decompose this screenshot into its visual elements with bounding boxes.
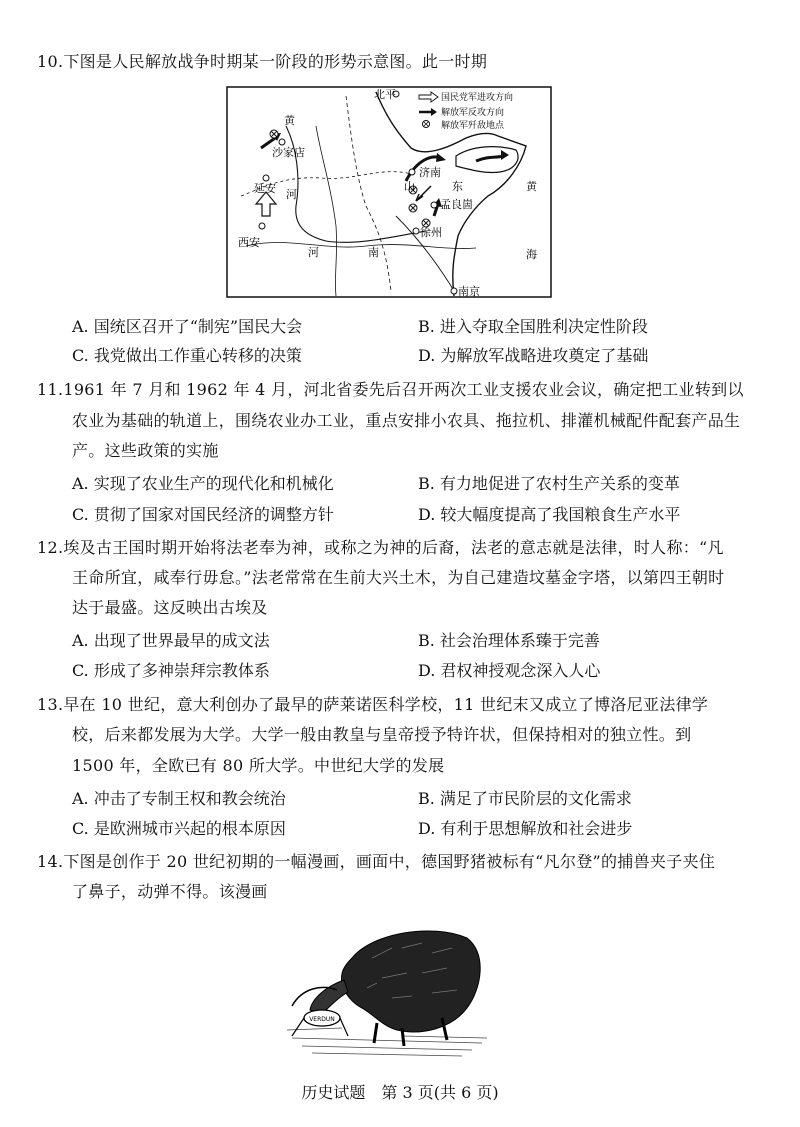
q11-option-b: B. 有力地促进了农村生产关系的变革 [418,474,680,493]
q10-option-d: D. 为解放军战略进攻奠定了基础 [418,346,649,365]
q11-stem-line-2: 农业为基础的轨道上，围绕农业办工业，重点安排小农具、拖拉机、排灌机械配件配套产品生 [72,411,741,430]
q13-stem-line-3: 1500 年，全欧已有 80 所大学。中世纪大学的发展 [72,756,445,775]
label-huang-2: 黄 [526,180,537,193]
war-situation-map [226,86,552,298]
city-dot-menglianggu [431,202,437,208]
q12-option-b: B. 社会治理体系臻于完善 [418,631,600,650]
q12-option-a: A. 出现了世界最早的成文法 [72,631,270,650]
q13-option-a: A. 冲击了专制王权和教会统治 [72,789,286,808]
q12-option-c: C. 形成了多神崇拜宗教体系 [72,661,270,680]
q14-stem-line-2: 了鼻子，动弹不得。该漫画 [72,882,268,901]
trap-label: VERDUN [309,1016,335,1023]
page-footer: 历史试题 第 3 页(共 6 页) [301,1083,499,1102]
q11-option-d: D. 较大幅度提高了我国粮食生产水平 [418,505,681,524]
city-dot-xian [259,223,265,229]
label-xuzhou: 徐州 [420,226,442,239]
label-beiping: 北平 [374,88,396,101]
city-dot-yanan [263,175,269,181]
legend-item-1: 国民党军进攻方向 [441,93,514,103]
label-shajiadian: 沙家店 [272,146,305,159]
city-dot-jinan [409,169,415,175]
q10-stem-line-1: 10.下图是人民解放战争时期某一阶段的形势示意图。此一时期 [37,52,488,71]
q10-option-b: B. 进入夺取全国胜利决定性阶段 [418,317,648,336]
q13-option-b: B. 满足了市民阶层的文化需求 [418,789,632,808]
city-dot-shajiadian [279,139,285,145]
battle-marker-4 [270,130,278,138]
city-dot-xuzhou [413,228,419,234]
q10-option-a: A. 国统区召开了“制宪”国民大会 [72,317,303,336]
q11-stem-line-1: 11.1961 年 7 月和 1962 年 4 月，河北省委先后召开两次工业支援农业会议，确定把工业转到以 [37,380,744,399]
battle-marker-2 [409,204,417,212]
q12-stem-line-1: 12.埃及古王国时期开始将法老奉为神，或称之为神的后裔，法老的意志就是法律，时人称：“凡 [37,538,724,557]
label-menglianggu: 孟良崮 [440,198,473,211]
q11-stem-line-3: 产。这些政策的实施 [72,441,219,460]
label-he-1: 河 [286,188,297,201]
q13-option-d: D. 有利于思想解放和社会进步 [418,819,633,838]
q11-option-a: A. 实现了农业生产的现代化和机械化 [72,474,334,493]
label-nanjing: 南京 [458,285,480,298]
label-dong: 东 [452,180,463,193]
boar-trap-cartoon [282,918,492,1058]
label-xian: 西安 [238,236,260,249]
city-dot-nanjing [451,288,457,294]
q10-option-c: C. 我党做出工作重心转移的决策 [72,346,302,365]
legend-item-2: 解放军反攻方向 [441,108,505,118]
label-hai: 海 [526,248,537,261]
q14-stem-line-1: 14.下图是创作于 20 世纪初期的一幅漫画，画面中，德国野猪被标有“凡尔登”的捕兽夹子夹住 [37,852,716,871]
map-legend [416,88,550,131]
q11-option-c: C. 贯彻了国家对国民经济的调整方针 [72,505,334,524]
label-nan: 南 [368,246,379,259]
q13-stem-line-2: 校，后来都发展为大学。大学一般由教皇与皇帝授予特许状，但保持相对的独立性。到 [72,725,692,744]
q12-stem-line-3: 达于最盛。这反映出古埃及 [72,598,268,617]
legend-item-3: 解放军歼敌地点 [441,121,505,131]
map-svg [226,86,552,298]
q13-stem-line-1: 13.早在 10 世纪，意大利创办了最早的萨莱诺医科学校，11 世纪末又成立了博洛尼亚法律学 [37,695,709,714]
label-he-2: 河 [308,246,319,259]
q12-stem-line-2: 王命所宜，咸奉行毋怠。”法老常常在生前大兴土木，为自己建造坟墓金字塔，以第四王朝时 [72,568,725,587]
label-shan: 山 [404,180,415,193]
cartoon-svg [282,918,492,1058]
label-jinan: 济南 [419,166,441,179]
label-yanan: 延安 [254,182,276,195]
q13-option-c: C. 是欧洲城市兴起的根本原因 [72,819,286,838]
q12-option-d: D. 君权神授观念深入人心 [418,661,601,680]
label-huang-1: 黄 [284,114,295,127]
